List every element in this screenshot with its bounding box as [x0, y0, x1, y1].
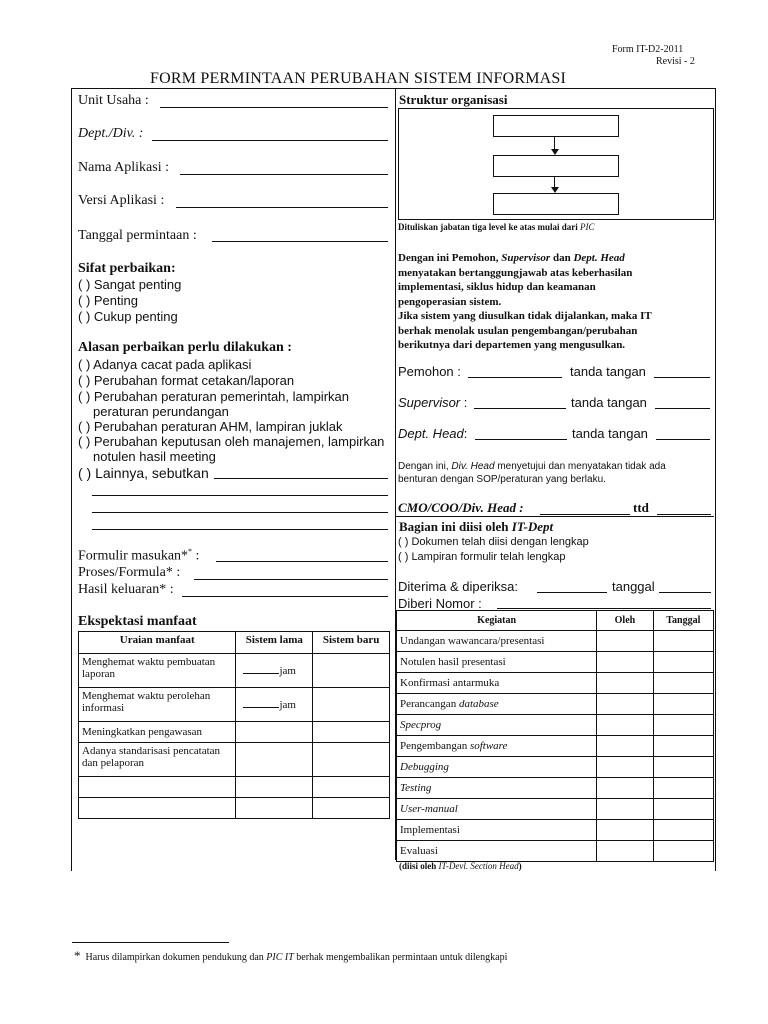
- alasan-option-lainnya[interactable]: ( ) Lainnya, sebutkan: [78, 465, 209, 481]
- diterima-input[interactable]: [537, 592, 607, 593]
- benefit-lama-cell[interactable]: [236, 743, 313, 777]
- activity-name: Testing: [397, 778, 597, 799]
- activity-tanggal-cell[interactable]: [653, 820, 713, 841]
- benefit-baru-cell[interactable]: [313, 654, 390, 688]
- activity-header-tanggal: Tanggal: [653, 611, 713, 631]
- ttd-label: ttd: [633, 500, 649, 515]
- benefit-lama-cell[interactable]: [236, 798, 313, 819]
- form-code: Form IT-D2-2011: [612, 44, 684, 55]
- activity-tanggal-cell[interactable]: [653, 799, 713, 820]
- benefit-baru-cell[interactable]: [313, 722, 390, 743]
- table-row: [397, 652, 714, 673]
- activity-tanggal-cell[interactable]: [653, 841, 713, 862]
- activity-oleh-cell[interactable]: [597, 820, 653, 841]
- tanggal-permintaan-label: Tanggal permintaan :: [78, 228, 197, 243]
- pemohon-input[interactable]: [468, 377, 562, 378]
- sifat-option-penting[interactable]: ( ) Penting: [78, 293, 138, 308]
- table-row: [397, 820, 714, 841]
- proses-formula-label: Proses/Formula* :: [78, 565, 181, 580]
- benefit-lama-cell[interactable]: jam: [236, 688, 313, 722]
- supervisor-signature[interactable]: [655, 408, 710, 409]
- activity-oleh-cell[interactable]: [597, 799, 653, 820]
- hasil-keluaran-input[interactable]: [182, 596, 388, 597]
- table-row: [397, 631, 714, 652]
- benefit-baru-cell[interactable]: [313, 688, 390, 722]
- org-chart-box: [398, 108, 714, 220]
- benefit-header-baru: Sistem baru: [313, 632, 390, 654]
- dept-head-tanda-tangan-label: tanda tangan: [572, 426, 648, 441]
- tanggal-permintaan-input[interactable]: [212, 241, 388, 242]
- dept-head-label: Dept. Head:: [398, 426, 468, 441]
- benefit-baru-cell[interactable]: [313, 798, 390, 819]
- alasan-option-cacat[interactable]: ( ) Adanya cacat pada aplikasi: [78, 357, 252, 372]
- benefit-label: Menghemat waktu pembuatan laporan: [79, 654, 236, 688]
- cmo-signature[interactable]: [657, 514, 711, 515]
- benefit-lama-cell[interactable]: [236, 777, 313, 798]
- alasan-option-format[interactable]: ( ) Perubahan format cetakan/laporan: [78, 373, 295, 388]
- activity-note: (diisi oleh IT-Devl. Section Head): [399, 861, 522, 871]
- benefit-row: [79, 688, 390, 722]
- alasan-option-manajemen-cont: notulen hasil meeting: [93, 449, 216, 464]
- benefit-label[interactable]: [79, 777, 236, 798]
- pemohon-label: Pemohon :: [398, 364, 461, 379]
- activity-header-kegiatan: Kegiatan: [397, 611, 597, 631]
- activity-tanggal-cell[interactable]: [653, 631, 713, 652]
- benefit-lama-cell[interactable]: jam: [236, 654, 313, 688]
- dept-div-label: Dept./Div. :: [78, 126, 144, 141]
- sifat-option-sangat-penting[interactable]: ( ) Sangat penting: [78, 277, 182, 292]
- alasan-option-manajemen[interactable]: ( ) Perubahan keputusan oleh manajemen, lampirkan: [78, 434, 385, 449]
- org-level-3-box[interactable]: [493, 193, 619, 215]
- unit-usaha-label: Unit Usaha :: [78, 93, 149, 108]
- diterima-label: Diterima & diperiksa:: [398, 579, 518, 594]
- alasan-option-ahm[interactable]: ( ) Perubahan peraturan AHM, lampiran juklak: [78, 419, 343, 434]
- dept-head-signature[interactable]: [656, 439, 710, 440]
- table-row: [397, 694, 714, 715]
- struktur-title: Struktur organisasi: [399, 92, 508, 107]
- activity-oleh-cell[interactable]: [597, 694, 653, 715]
- bagian-option-lampiran[interactable]: ( ) Lampiran formulir telah lengkap: [398, 551, 566, 563]
- dept-head-input[interactable]: [475, 439, 567, 440]
- table-row: [397, 715, 714, 736]
- activity-oleh-cell[interactable]: [597, 757, 653, 778]
- activity-name: Evaluasi: [397, 841, 597, 862]
- sifat-option-cukup-penting[interactable]: ( ) Cukup penting: [78, 309, 178, 324]
- proses-formula-input[interactable]: [194, 579, 388, 580]
- benefit-row: [79, 743, 390, 777]
- nama-aplikasi-label: Nama Aplikasi :: [78, 160, 169, 175]
- supervisor-input[interactable]: [474, 408, 566, 409]
- form-title: FORM PERMINTAAN PERUBAHAN SISTEM INFORMASI: [150, 70, 567, 87]
- activity-name: Implementasi: [397, 820, 597, 841]
- activity-header-oleh: Oleh: [597, 611, 653, 631]
- versi-aplikasi-label: Versi Aplikasi :: [78, 193, 165, 208]
- benefit-label[interactable]: [79, 798, 236, 819]
- bagian-title: Bagian ini diisi oleh IT-Dept: [399, 519, 554, 534]
- activity-oleh-cell[interactable]: [597, 736, 653, 757]
- table-row: [397, 757, 714, 778]
- supervisor-tanda-tangan-label: tanda tangan: [571, 395, 647, 410]
- responsibility-statement: Dengan ini Pemohon, Supervisor dan Dept. Head menyatakan bertanggungjawab atas keberhasilan implementasi, siklus hidup dan keamanan pengoperasian sistem. Jika sistem yang diusulkan tidak dijalankan, maka IT berhak menolak usulan pengembangan/perubahan berikutnya dari departemen yang mengusulkan.: [398, 252, 652, 351]
- section-divider: [396, 516, 714, 517]
- activity-tanggal-cell[interactable]: [653, 736, 713, 757]
- activity-tanggal-cell[interactable]: [653, 673, 713, 694]
- table-row: [397, 736, 714, 757]
- activity-oleh-cell[interactable]: [597, 652, 653, 673]
- benefit-label: Meningkatkan pengawasan: [79, 722, 236, 743]
- activity-tanggal-cell[interactable]: [653, 757, 713, 778]
- alasan-title: Alasan perbaikan perlu dilakukan :: [78, 340, 292, 355]
- pemohon-signature[interactable]: [654, 377, 710, 378]
- activity-name: Specprog: [397, 715, 597, 736]
- benefit-row: [79, 798, 390, 819]
- activity-tanggal-cell[interactable]: [653, 652, 713, 673]
- lainnya-input[interactable]: [214, 478, 388, 479]
- formulir-masukan-input[interactable]: [216, 561, 388, 562]
- footnote-rule: [72, 942, 229, 943]
- activity-tanggal-cell[interactable]: [653, 715, 713, 736]
- nama-aplikasi-input[interactable]: [180, 174, 388, 175]
- org-level-1-box[interactable]: [493, 115, 619, 137]
- table-row: [397, 799, 714, 820]
- org-note: Dituliskan jabatan tiga level ke atas mulai dari PIC: [398, 222, 595, 232]
- activity-oleh-cell[interactable]: [597, 673, 653, 694]
- approval-statement: Dengan ini, Div. Head menyetujui dan menyatakan tidak ada benturan dengan SOP/peraturan yang berlaku.: [398, 461, 666, 485]
- benefit-baru-cell[interactable]: [313, 743, 390, 777]
- activity-name: Undangan wawancara/presentasi: [397, 631, 597, 652]
- benefit-row: [79, 777, 390, 798]
- table-row: [397, 673, 714, 694]
- activity-name: User-manual: [397, 799, 597, 820]
- activity-oleh-cell[interactable]: [597, 631, 653, 652]
- cmo-input[interactable]: [540, 514, 630, 515]
- activity-tanggal-cell[interactable]: [653, 778, 713, 799]
- diberi-nomor-label: Diberi Nomor :: [398, 596, 482, 611]
- formulir-masukan-label: Formulir masukan** :: [78, 547, 200, 564]
- benefit-header-uraian: Uraian manfaat: [79, 632, 236, 654]
- activity-oleh-cell[interactable]: [597, 715, 653, 736]
- alasan-option-pemerintah[interactable]: ( ) Perubahan peraturan pemerintah, lampirkan: [78, 389, 349, 404]
- tanggal-input[interactable]: [659, 592, 711, 593]
- benefit-row: [79, 722, 390, 743]
- unit-usaha-input[interactable]: [160, 107, 388, 108]
- footnote: * Harus dilampirkan dokumen pendukung dan PIC IT berhak mengembalikan permintaan untuk dilengkapi: [74, 948, 508, 963]
- table-row: [397, 841, 714, 862]
- lainnya-line-4[interactable]: [92, 529, 388, 530]
- hasil-keluaran-label: Hasil keluaran* :: [78, 582, 174, 597]
- benefit-baru-cell[interactable]: [313, 777, 390, 798]
- ekspektasi-title: Ekspektasi manfaat: [78, 614, 197, 629]
- benefit-label: Menghemat waktu perolehan informasi: [79, 688, 236, 722]
- cmo-label: CMO/COO/Div. Head :: [398, 500, 524, 515]
- benefit-table: [78, 631, 390, 819]
- activity-table: [396, 610, 714, 862]
- activity-oleh-cell[interactable]: [597, 778, 653, 799]
- diberi-nomor-input[interactable]: [497, 608, 711, 609]
- activity-oleh-cell[interactable]: [597, 841, 653, 862]
- activity-name: Konfirmasi antarmuka: [397, 673, 597, 694]
- revision: Revisi - 2: [656, 56, 695, 67]
- benefit-row: [79, 654, 390, 688]
- org-level-2-box[interactable]: [493, 155, 619, 177]
- activity-tanggal-cell[interactable]: [653, 694, 713, 715]
- activity-name: Perancangan database: [397, 694, 597, 715]
- dept-div-input[interactable]: [152, 140, 388, 141]
- pemohon-tanda-tangan-label: tanda tangan: [570, 364, 646, 379]
- activity-name: Notulen hasil presentasi: [397, 652, 597, 673]
- benefit-header-lama: Sistem lama: [236, 632, 313, 654]
- supervisor-label: Supervisor :: [398, 395, 468, 410]
- bagian-option-dokumen[interactable]: ( ) Dokumen telah diisi dengan lengkap: [398, 536, 589, 548]
- alasan-option-pemerintah-cont: peraturan perundangan: [93, 404, 229, 419]
- table-row: [397, 778, 714, 799]
- versi-aplikasi-input[interactable]: [176, 207, 388, 208]
- benefit-label: Adanya standarisasi pencatatan dan pelaporan: [79, 743, 236, 777]
- tanggal-label: tanggal: [612, 579, 655, 594]
- benefit-lama-cell[interactable]: [236, 722, 313, 743]
- lainnya-line-2[interactable]: [92, 495, 388, 496]
- activity-name: Pengembangan software: [397, 736, 597, 757]
- lainnya-line-3[interactable]: [92, 512, 388, 513]
- sifat-title: Sifat perbaikan:: [78, 261, 176, 276]
- activity-name: Debugging: [397, 757, 597, 778]
